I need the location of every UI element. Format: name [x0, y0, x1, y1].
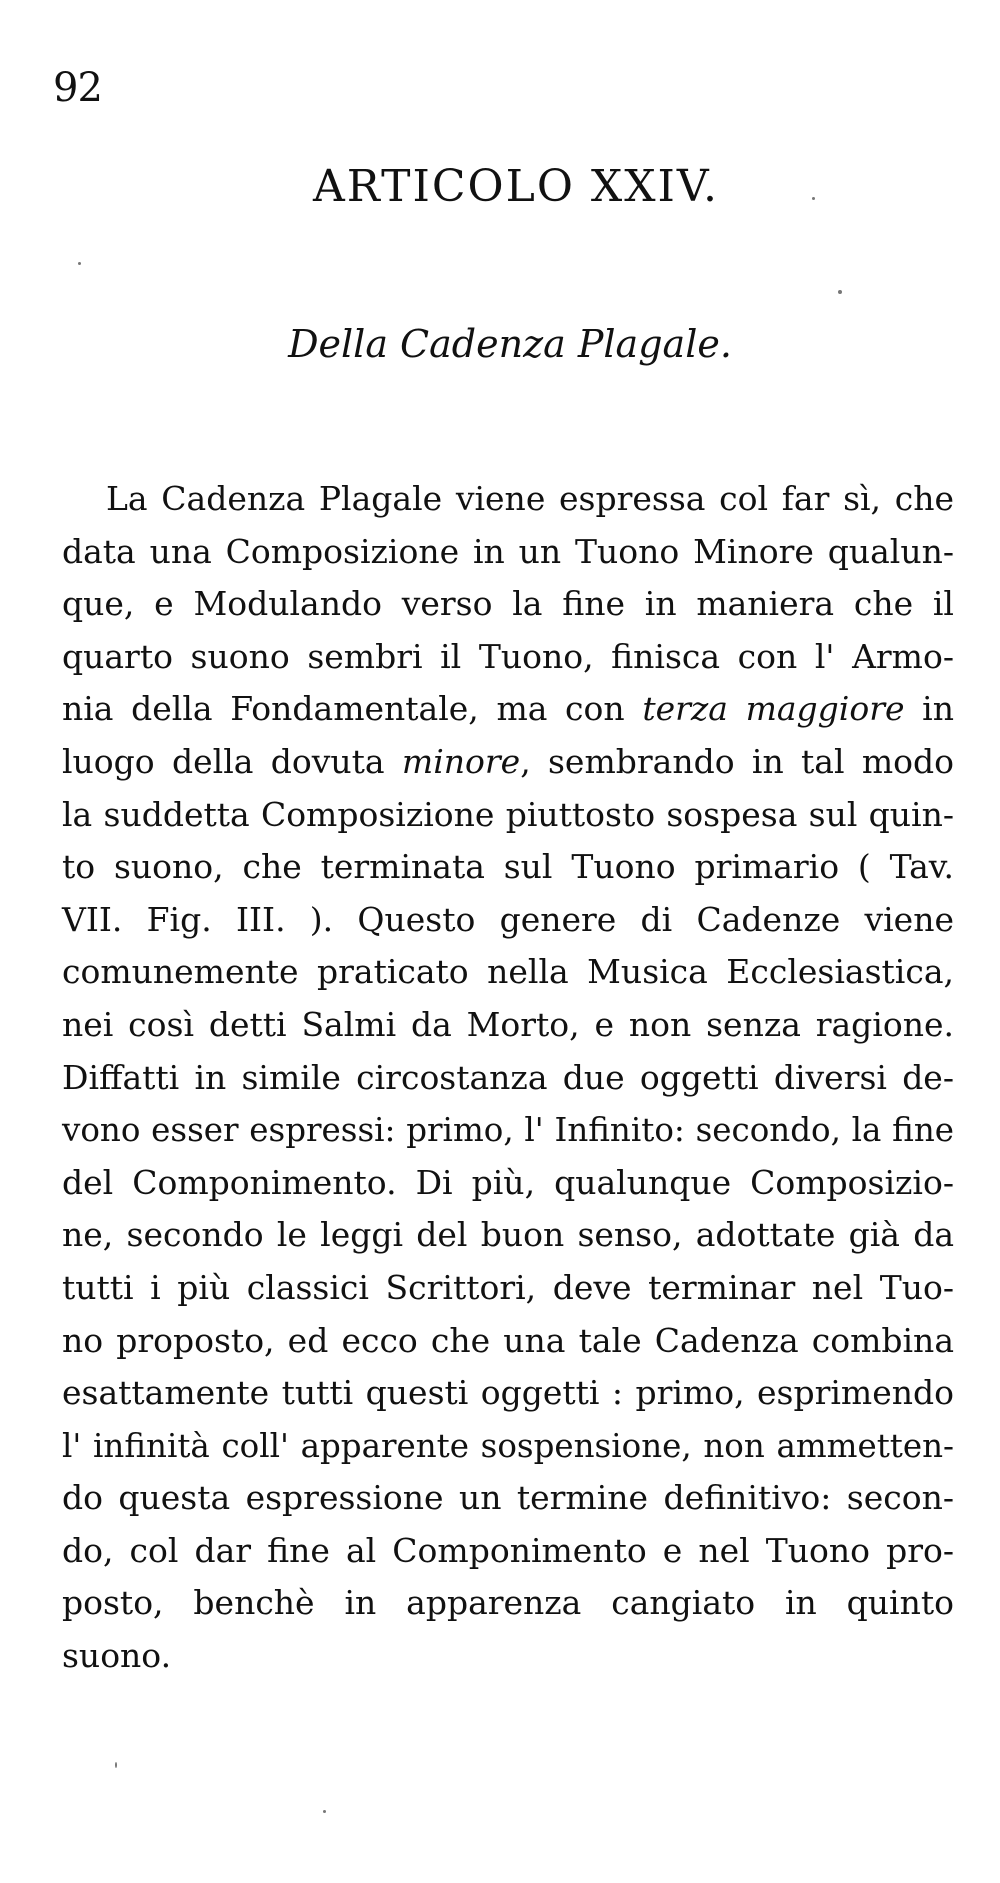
- text-line: [62, 473, 954, 526]
- text-line: [62, 683, 954, 736]
- text-line: [62, 946, 954, 999]
- text-line: [62, 999, 954, 1052]
- text-line: [62, 1367, 954, 1420]
- text-segment: in: [904, 689, 954, 729]
- text-line: [62, 841, 954, 894]
- text-segment: , sembrando in tal modo: [520, 741, 954, 781]
- text-segment: l' infinità coll' apparente sospensione, non ammetten-: [62, 1426, 954, 1465]
- text-segment: suono.: [62, 1636, 172, 1676]
- text-line: [62, 1472, 954, 1525]
- text-segment: VII. Fig. III. ). Questo genere di Cadenze viene: [62, 899, 954, 939]
- italic-term: terza maggiore: [642, 689, 905, 729]
- chapter-title: ARTICOLO XXIV.: [313, 161, 719, 212]
- text-segment: Diffatti in simile circostanza due oggetti diversi de-: [62, 1057, 954, 1097]
- text-line: [62, 1420, 954, 1473]
- text-segment: nia della Fondamentale, ma con: [62, 689, 643, 729]
- text-line: [62, 1577, 954, 1630]
- text-segment: comunemente praticato nella Musica Ecclesiastica,: [62, 952, 954, 992]
- text-line: [62, 631, 954, 684]
- text-segment: posto, benchè in apparenza cangiato in quinto: [62, 1583, 954, 1623]
- body-paragraph: [62, 473, 954, 1683]
- print-speck: [838, 290, 842, 294]
- section-subtitle: Della Cadenza Plagale.: [288, 322, 732, 366]
- text-segment: do, col dar fine al Componimento e nel Tuono pro-: [62, 1530, 954, 1570]
- text-line: [62, 1104, 954, 1157]
- text-segment: del Componimento. Di più, qualunque Composizio-: [62, 1162, 954, 1202]
- text-line: [62, 1209, 954, 1262]
- text-segment: tutti i più classici Scrittori, deve terminar nel Tuo-: [62, 1267, 954, 1307]
- text-segment: to suono, che terminata sul Tuono primario ( Tav.: [62, 847, 954, 887]
- text-line: [62, 1262, 954, 1315]
- text-line: [62, 1157, 954, 1210]
- text-line: [62, 1315, 954, 1368]
- text-line: [62, 1630, 954, 1683]
- text-segment: que, e Modulando verso la fine in maniera che il: [62, 584, 954, 624]
- text-line: [62, 736, 954, 789]
- text-line: [62, 526, 954, 579]
- text-line: [62, 894, 954, 947]
- text-segment: no proposto, ed ecco che una tale Cadenza combina: [62, 1320, 954, 1360]
- text-segment: data una Composizione in un Tuono Minore qualun-: [62, 531, 954, 571]
- text-line: [62, 1525, 954, 1578]
- text-segment: luogo della dovuta: [62, 741, 402, 781]
- text-segment: nei così detti Salmi da Morto, e non senza ragione.: [62, 1004, 954, 1044]
- italic-term: minore: [401, 741, 521, 781]
- page-number: 92: [53, 65, 102, 111]
- text-segment: La Cadenza Plagale viene espressa col far sì, che: [106, 479, 954, 518]
- print-speck: [78, 262, 81, 265]
- text-segment: ne, secondo le leggi del buon senso, adottate già da: [62, 1215, 954, 1255]
- text-segment: la suddetta Composizione piuttosto sospesa sul quin-: [62, 794, 954, 834]
- print-speck: [323, 1810, 326, 1813]
- text-segment: quarto suono sembri il Tuono, finisca con l' Armo-: [62, 636, 954, 676]
- print-speck: [115, 1762, 117, 1768]
- print-speck: [812, 197, 815, 200]
- text-line: [62, 578, 954, 631]
- text-line: [62, 1052, 954, 1105]
- text-line: [62, 789, 954, 842]
- text-segment: vono esser espressi: primo, l' Infinito: secondo, la fine: [62, 1111, 954, 1150]
- text-segment: do questa espressione un termine definitivo: secon-: [62, 1478, 954, 1518]
- text-segment: esattamente tutti questi oggetti : primo, esprimendo: [62, 1373, 954, 1413]
